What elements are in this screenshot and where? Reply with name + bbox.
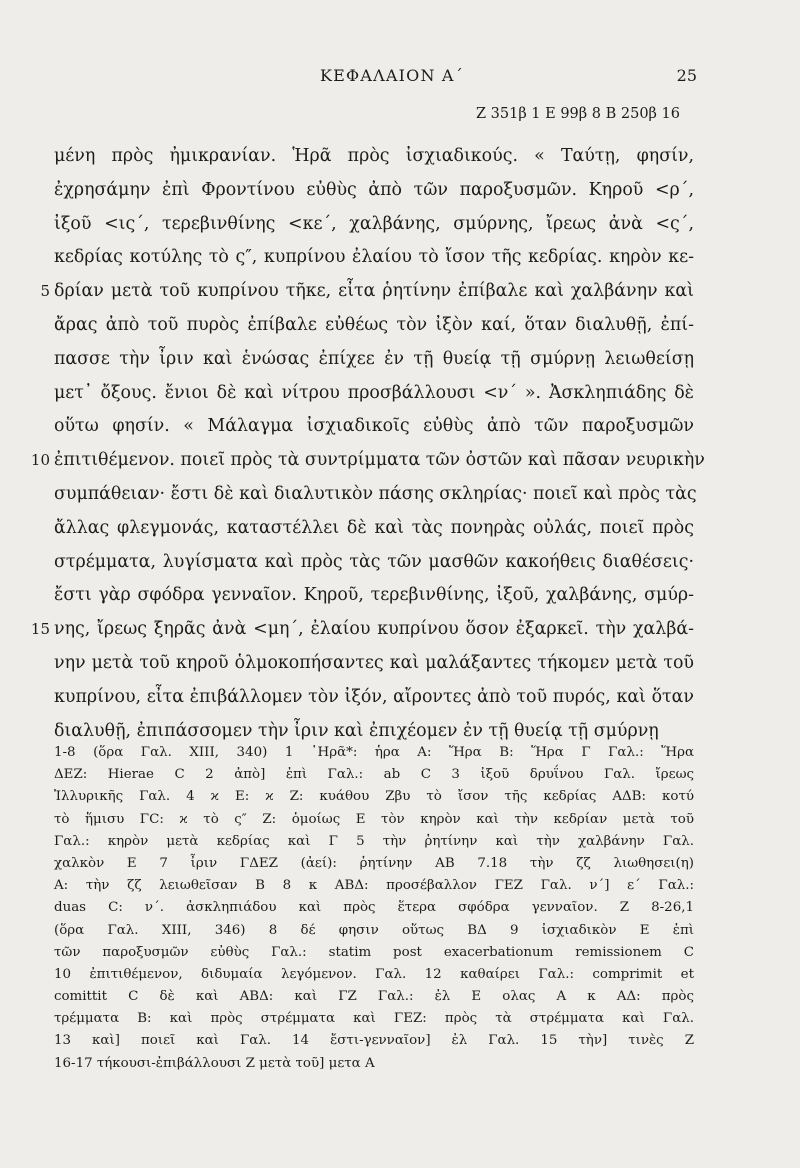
line-text: νην μετὰ τοῦ κηροῦ ὁλμοκοπήσαντες καὶ μαλάξαντες τήκομεν μετὰ τοῦ xyxy=(54,652,694,673)
line-number: 5 xyxy=(40,282,50,301)
page-number: 25 xyxy=(676,66,697,85)
apparatus-line xyxy=(54,920,694,942)
text-line xyxy=(54,681,694,715)
apparatus-line xyxy=(54,786,694,808)
apparatus-text: duas C: ν΄. ἀσκληπιάδου καὶ πρὸς ἕτερα σφόδρα γενναῖον. Z 8-26,1 xyxy=(54,900,694,916)
apparatus-text: 10 ἐπιτιθέμενον, διδυμαία λεγόμενον. Γαλ. 12 καθαίρει Γαλ.: comprimit et xyxy=(54,966,694,982)
apparatus-text: ΔEZ: Hierae C 2 ἀπὸ] ἐπὶ Γαλ.: ab C 3 ἰξοῦ δρυΐνου Γαλ. ἴρεως xyxy=(54,767,694,783)
line-number: 10 xyxy=(30,451,50,470)
apparatus-line xyxy=(54,1008,694,1030)
line-text: συμπάθειαν· ἔστι δὲ καὶ διαλυτικὸν πάσης σκληρίας· ποιεῖ καὶ πρὸς τὰς xyxy=(54,483,697,504)
text-line xyxy=(54,343,694,377)
line-text: κυπρίνου, εἶτα ἐπιβάλλομεν τὸν ἰξόν, αἴροντες ἀπὸ τοῦ πυρός, καὶ ὅταν xyxy=(54,686,694,707)
line-text: ἄλλας φλεγμονάς, καταστέλλει δὲ καὶ τὰς πονηρὰς οὐλάς, ποιεῖ πρὸς xyxy=(54,517,694,538)
apparatus-line xyxy=(54,986,694,1008)
line-text: μένη πρὸς ἠμικρανίαν. Ἡρᾶ πρὸς ἰσχιαδικούς. « Ταύτῃ, φησίν, xyxy=(54,146,694,166)
apparatus-line xyxy=(54,964,694,986)
line-text: πασσε τὴν ἶριν καὶ ἑνώσας ἐπίχεε ἐν τῇ θυείᾳ τῇ σμύρνῃ λειωθείσῃ xyxy=(54,348,694,369)
line-text: ἐπιτιθέμενον. ποιεῖ πρὸς τὰ συντρίμματα τῶν ὀστῶν καὶ πᾶσαν νευρικὴν xyxy=(54,450,705,471)
line-text: ἔστι γὰρ σφόδρα γενναῖον. Κηροῦ, τερεβινθίνης, ἰξοῦ, χαλβάνης, σμύρ- xyxy=(54,585,694,606)
page-header xyxy=(52,66,697,88)
line-number: 15 xyxy=(30,620,50,639)
line-text: δρίαν μετὰ τοῦ κυπρίνου τῆκε, εἶτα ῥητίνην ἐπίβαλε καὶ χαλβάνην καὶ xyxy=(54,281,694,302)
running-title: ΚΕΦΑΛΑΙΟΝ Α΄ xyxy=(320,66,464,85)
text-line xyxy=(54,241,694,275)
text-line xyxy=(54,478,697,512)
text-line xyxy=(30,613,694,647)
apparatus-text: (ὅρα Γαλ. XIII, 346) 8 δέ φησιν οὕτως BΔ 9 ἰσχιαδικὸν E ἐπὶ xyxy=(54,922,694,938)
apparatus-text: Ἰλλυρικῆς Γαλ. 4 ϰ E: ϰ Z: κυάθου Zβυ τὸ ἴσον τῆς κεδρίας AΔB: κοτύ xyxy=(54,789,694,805)
text-line xyxy=(54,410,694,444)
line-text: ἄρας ἀπὸ τοῦ πυρὸς ἐπίβαλε εὐθέως τὸν ἰξὸν καί, ὅταν διαλυθῇ, ἐπί- xyxy=(54,314,694,335)
apparatus-text: 13 καὶ] ποιεῖ καὶ Γαλ. 14 ἔστι-γενναῖον] ἐλ Γαλ. 15 τὴν] τινὲς Z xyxy=(54,1033,694,1049)
apparatus-text: τρέμματα B: καὶ πρὸς στρέμματα καὶ ΓEZ: πρὸς τὰ στρέμματα καὶ Γαλ. xyxy=(54,1011,694,1027)
line-text: οὕτω φησίν. « Μάλαγμα ἰσχιαδικοῖς εὐθὺς ἀπὸ τῶν παροξυσμῶν xyxy=(54,416,694,437)
critical-apparatus xyxy=(54,742,694,1075)
text-line xyxy=(54,174,694,208)
line-text: ἐχρησάμην ἐπὶ Φροντίνου εὐθὺς ἀπὸ τῶν παροξυσμῶν. Κηροῦ <ρ΄, xyxy=(54,179,694,200)
apparatus-text: τὸ ἥμισυ ΓC: ϰ τὸ ς″ Z: ὁμοίως E τὸν κηρὸν καὶ τὴν κεδρίαν μετὰ τοῦ xyxy=(54,811,694,827)
line-text: κεδρίας κοτύλης τὸ ς″, κυπρίνου ἐλαίου τὸ ἴσον τῆς κεδρίας. κηρὸν κε- xyxy=(54,247,694,268)
apparatus-line xyxy=(54,942,694,964)
apparatus-line xyxy=(54,897,694,919)
line-text: διαλυθῇ, ἐπιπάσσομεν τὴν ἶριν καὶ ἐπιχέομεν ἐν τῇ θυείᾳ τῇ σμύρνῃ xyxy=(54,720,659,741)
text-line xyxy=(54,140,694,174)
text-line xyxy=(54,208,694,242)
apparatus-text: Γαλ.: κηρὸν μετὰ κεδρίας καὶ Γ 5 τὴν ῥητίνην καὶ τὴν χαλβάνην Γαλ. xyxy=(54,833,694,849)
apparatus-text: 1-8 (ὅρα Γαλ. XIII, 340) 1 ῾Ηρᾶ*: ἡρα A: Ἥρα B: Ἥρα Γ Γαλ.: Ἥρα xyxy=(54,745,694,760)
apparatus-line xyxy=(54,742,694,764)
line-text: νης, ἴρεως ξηρᾶς ἀνὰ <μη΄, ἐλαίου κυπρίνου ὅσον ἐξαρκεῖ. τὴν χαλβά- xyxy=(54,619,694,640)
apparatus-line xyxy=(54,853,694,875)
text-line xyxy=(54,309,694,343)
text-line xyxy=(54,546,694,580)
apparatus-line xyxy=(54,1053,694,1075)
apparatus-text: τῶν παροξυσμῶν εὐθὺς Γαλ.: statim post exacerbationum remissionem C xyxy=(54,944,694,960)
apparatus-text: A: τὴν ζζ λειωθεῖσαν B 8 κ ABΔ: προσέβαλλον ΓEZ Γαλ. ν΄] ε΄ Γαλ.: xyxy=(54,878,694,894)
line-text: στρέμματα, λυγίσματα καὶ πρὸς τὰς τῶν μασθῶν κακοήθεις διαθέσεις· xyxy=(54,551,694,572)
text-line xyxy=(54,579,694,613)
text-line xyxy=(30,444,705,478)
manuscript-references: Z 351β 1 E 99β 8 B 250β 16 xyxy=(475,106,680,122)
apparatus-line xyxy=(54,875,694,897)
apparatus-line xyxy=(54,809,694,831)
apparatus-line xyxy=(54,831,694,853)
main-text xyxy=(30,140,705,748)
apparatus-text: 16-17 τήκουσι-ἐπιβάλλουσι Z μετὰ τοῦ] μετα A xyxy=(54,1055,375,1071)
text-line xyxy=(54,512,694,546)
text-line xyxy=(54,647,694,681)
apparatus-text: comittit C δὲ καὶ ABΔ: καὶ ΓZ Γαλ.: ἐλ E ολας A κ AΔ: πρὸς xyxy=(54,989,694,1005)
apparatus-line xyxy=(54,1030,694,1052)
text-line xyxy=(54,377,694,411)
line-text: μετ᾽ ὄξους. ἔνιοι δὲ καὶ νίτρου προσβάλλουσι <ν΄ ». Ἀσκληπιάδης δὲ xyxy=(54,382,694,403)
text-line xyxy=(40,275,694,309)
apparatus-line xyxy=(54,764,694,786)
apparatus-text: χαλκὸν E 7 ἶριν ΓΔEZ (ἀεί): ῥητίνην AB 7.18 τὴν ζζ λιωθησει(η) xyxy=(54,855,694,871)
line-text: ἰξοῦ <ις΄, τερεβινθίνης <κε΄, χαλβάνης, σμύρνης, ἴρεως ἀνὰ <ς΄, xyxy=(54,213,694,234)
